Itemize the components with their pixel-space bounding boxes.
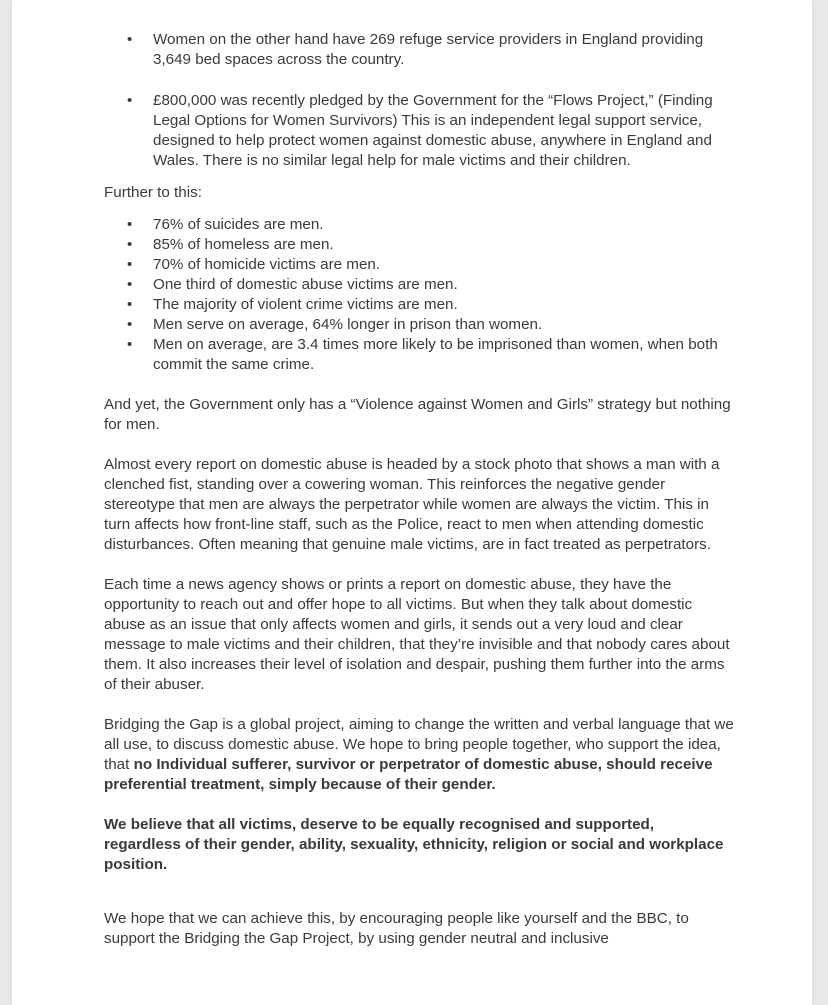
list-item: • 70% of homicide victims are men.	[153, 255, 734, 275]
paragraph-bridging-the-gap	[104, 715, 734, 795]
bridging-bold-text: no Individual sufferer, survivor or perpetrator of domestic abuse, should receive preferential treatment, simply because of their gender.	[104, 756, 713, 793]
intro-bullet-list	[104, 30, 734, 171]
list-item: • 85% of homeless are men.	[153, 235, 734, 255]
believe-bold-text: We believe that all victims, deserve to be equally recognised and supported, regardless of their gender, ability, sexuality, ethnicity, religion or social and workplace position.	[104, 816, 724, 873]
paragraph-we-hope: We hope that we can achieve this, by encouraging people like yourself and the BBC, to support the Bridging the Gap Project, by using gender neutral and inclusive	[104, 910, 689, 947]
paragraph-news-agency: Each time a news agency shows or prints a report on domestic abuse, they have the opportunity to reach out and offer hope to all victims. But when they talk about domestic abuse as an issue that only affects women and girls, it sends out a very loud and clear message to male victims and their children, that they’re invisible and that nobody cares about them. It also increases their level of isolation and despair, pushing them further into the arms of their abuser.	[104, 576, 730, 693]
document-body	[104, 30, 734, 949]
list-item: • Men serve on average, 64% longer in prison than women.	[153, 315, 734, 335]
paragraph-stock-photo: Almost every report on domestic abuse is headed by a stock photo that shows a man with a clenched fist, standing over a cowering woman. This reinforces the negative gender stereotype that men are always the perpetrator while women are always the victim. This in turn affects how front-line staff, such as the Police, react to men when attending domestic disturbances. Often meaning that genuine male victims, are in fact treated as perpetrators.	[104, 456, 720, 553]
list-item: • The majority of violent crime victims are men.	[153, 295, 734, 315]
further-heading: Further to this:	[104, 184, 202, 201]
paragraph-government-strategy: And yet, the Government only has a “Violence against Women and Girls” strategy but nothing for men.	[104, 396, 731, 433]
list-item: • Women on the other hand have 269 refuge service providers in England providing 3,649 bed spaces across the country.	[153, 30, 734, 70]
list-item: • One third of domestic abuse victims are men.	[153, 275, 734, 295]
statistics-bullet-list	[104, 215, 734, 375]
document-page	[12, 0, 812, 1005]
list-item: • Men on average, are 3.4 times more likely to be imprisoned than women, when both commit the same crime.	[153, 335, 734, 375]
list-item: • £800,000 was recently pledged by the Government for the “Flows Project,” (Finding Legal Options for Women Survivors) This is an independent legal support service, designed to help protect women against domestic abuse, anywhere in England and Wales. There is no similar legal help for male victims and their children.	[153, 91, 734, 171]
list-item: • 76% of suicides are men.	[153, 215, 734, 235]
paragraph-we-believe	[104, 815, 734, 875]
bridging-text: Bridging the Gap is a global project, aiming to change the written and verbal language that we all use, to discuss domestic abuse. We hope to bring people together, who support the idea, that	[104, 716, 734, 773]
